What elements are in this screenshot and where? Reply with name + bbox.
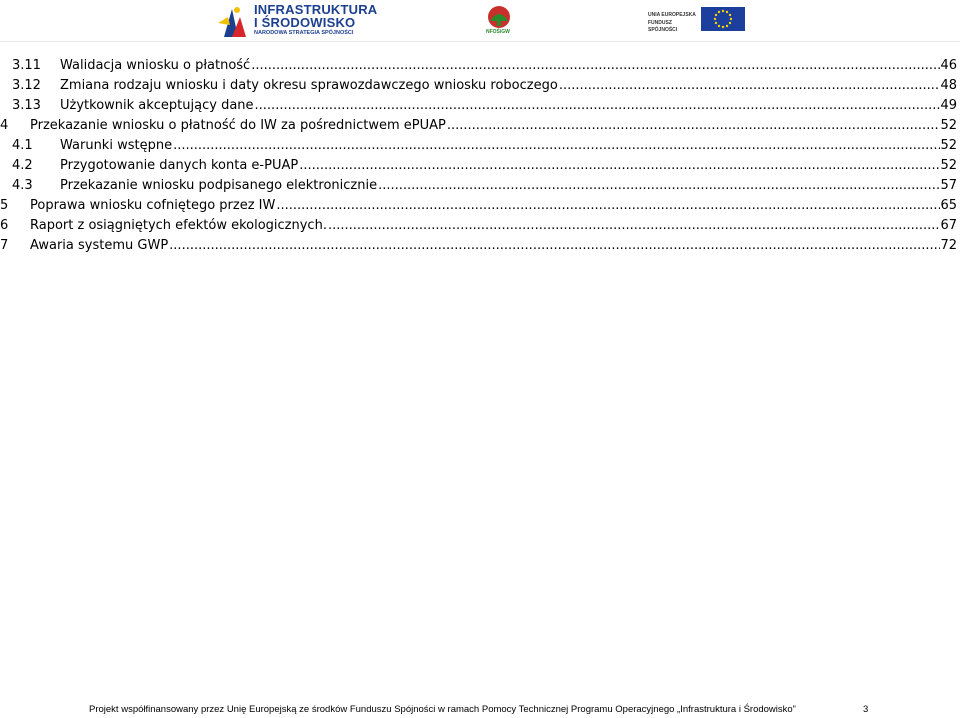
toc-entry-page: 48 <box>940 78 957 93</box>
toc-dot-leader <box>275 196 940 216</box>
toc-entry-page: 52 <box>940 138 957 153</box>
eu-flag-icon <box>701 7 745 31</box>
toc-dot-leader <box>250 56 940 76</box>
toc-entry-page: 65 <box>940 198 957 213</box>
toc-dot-leader <box>254 96 941 116</box>
toc-entry[interactable] <box>0 136 960 156</box>
nfosigw-label: NFOŚiGW <box>486 29 510 35</box>
toc-entry-page: 52 <box>940 158 957 173</box>
toc-entry-title: Poprawa wniosku cofniętego przez IW <box>30 198 276 213</box>
toc-entry-number: 6 <box>0 218 9 233</box>
eu-cohesion-fund-logo <box>648 7 746 31</box>
toc-entry-number: 7 <box>0 238 9 253</box>
toc-entry-page: 67 <box>940 218 957 233</box>
nfosigw-emblem-icon <box>484 5 514 29</box>
toc-entry[interactable] <box>0 76 960 96</box>
toc-entry-title: Awaria systemu GWP <box>30 238 169 253</box>
toc-entry-title: Zmiana rodzaju wniosku i daty okresu sprawozdawczego wniosku roboczego <box>60 78 558 93</box>
logo-line-1: INFRASTRUKTURA <box>254 2 378 18</box>
toc-entry-title: Przekazanie wniosku podpisanego elektronicznie <box>60 178 378 193</box>
page-footer <box>0 704 960 718</box>
toc-entry[interactable] <box>0 176 960 196</box>
toc-dot-leader <box>298 156 940 176</box>
table-of-contents <box>0 56 960 256</box>
toc-entry-title: Raport z osiągniętych efektów ekologicznych. <box>30 218 327 233</box>
toc-entry-page: 72 <box>940 238 957 253</box>
page-header <box>0 0 960 42</box>
toc-entry[interactable] <box>0 96 960 116</box>
toc-entry-number: 3.11 <box>12 58 41 73</box>
toc-dot-leader <box>327 216 941 236</box>
eu-line-2: FUNDUSZ SPÓJNOŚCI <box>648 19 678 33</box>
toc-entry-page: 52 <box>940 118 957 133</box>
toc-dot-leader <box>168 236 940 256</box>
toc-entry-title: Użytkownik akceptujący dane <box>60 98 254 113</box>
toc-entry-number: 5 <box>0 198 9 213</box>
toc-entry-title: Warunki wstępne <box>60 138 173 153</box>
toc-entry-page: 49 <box>940 98 957 113</box>
toc-entry[interactable] <box>0 116 960 136</box>
infrastruktura-srodowisko-logo <box>218 2 378 38</box>
header-divider <box>0 41 960 42</box>
toc-entry-number: 4.1 <box>12 138 33 153</box>
toc-entry[interactable] <box>0 56 960 76</box>
toc-entry-title: Przygotowanie danych konta e-PUAP <box>60 158 299 173</box>
toc-entry[interactable] <box>0 156 960 176</box>
footer-page-number: 3 <box>863 704 869 715</box>
toc-entry-number: 4 <box>0 118 9 133</box>
logo-line-2: I ŚRODOWISKO <box>254 15 356 31</box>
toc-entry-number: 4.2 <box>12 158 33 173</box>
nfosigw-logo <box>484 5 514 37</box>
toc-entry-number: 4.3 <box>12 178 33 193</box>
toc-entry-number: 3.12 <box>12 78 41 93</box>
toc-entry-title: Walidacja wniosku o płatność <box>60 58 251 73</box>
footer-text: Projekt współfinansowany przez Unię Europejską ze środków Funduszu Spójności w ramach Pomocy Technicznej Programu Operacyjnego „Infrastruktura i Środowisko” <box>89 704 796 715</box>
logo-line-3: NARODOWA STRATEGIA SPÓJNOŚCI <box>254 30 354 37</box>
toc-entry-title: Przekazanie wniosku o płatność do IW za pośrednictwem ePUAP <box>30 118 446 133</box>
toc-entry-page: 46 <box>940 58 957 73</box>
toc-entry-page: 57 <box>940 178 957 193</box>
nss-logo-icon <box>218 3 248 37</box>
toc-entry-number: 3.13 <box>12 98 41 113</box>
toc-dot-leader <box>172 136 940 156</box>
toc-dot-leader <box>446 116 941 136</box>
toc-dot-leader <box>377 176 940 196</box>
toc-dot-leader <box>558 76 941 96</box>
toc-entry[interactable] <box>0 216 960 236</box>
toc-entry[interactable] <box>0 196 960 216</box>
toc-entry[interactable] <box>0 236 960 256</box>
eu-line-1: UNIA EUROPEJSKA <box>648 12 696 18</box>
